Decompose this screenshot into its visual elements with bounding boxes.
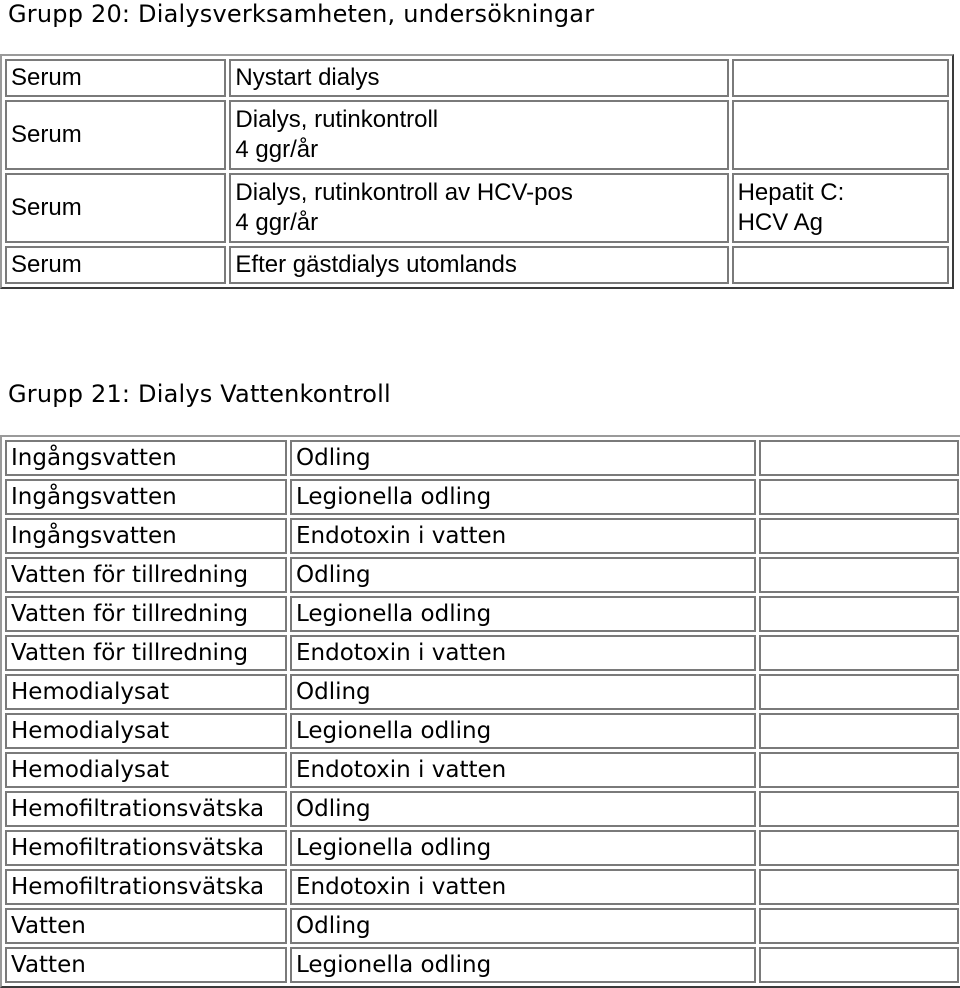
sample-cell: Hemodialysat: [5, 713, 287, 749]
analysis-cell: Endotoxin i vatten: [290, 518, 756, 554]
result-cell: [732, 59, 949, 97]
table-row: [5, 869, 959, 905]
analysis-cell: [229, 100, 728, 170]
table-row: [5, 947, 959, 983]
group-20-title: Grupp 20: Dialysverksamheten, undersökningar: [8, 0, 595, 28]
sample-cell: Vatten för tillredning: [5, 635, 287, 671]
result-cell: [759, 635, 959, 671]
result-cell: [759, 830, 959, 866]
analysis-line: Efter gästdialys utomlands: [235, 251, 517, 278]
table-row: [5, 752, 959, 788]
result-cell: [759, 596, 959, 632]
sample-cell: Vatten för tillredning: [5, 596, 287, 632]
analysis-line: Dialys, rutinkontroll: [235, 106, 439, 133]
analysis-line: 4 ggr/år: [235, 209, 319, 236]
sample-cell: Hemofiltrationsvätska: [5, 791, 287, 827]
sample-cell: Serum: [5, 59, 226, 97]
sample-cell: Hemofiltrationsvätska: [5, 869, 287, 905]
table-row: [5, 791, 959, 827]
analysis-cell: Odling: [290, 674, 756, 710]
result-cell: [759, 479, 959, 515]
table-row: [5, 908, 959, 944]
table-row: [5, 518, 959, 554]
table-row: [5, 59, 949, 97]
result-cell: [759, 557, 959, 593]
analysis-line: 4 ggr/år: [235, 136, 319, 163]
analysis-cell: Endotoxin i vatten: [290, 635, 756, 671]
table-row: [5, 830, 959, 866]
table-row: [5, 674, 959, 710]
analysis-cell: Odling: [290, 557, 756, 593]
analysis-cell: Legionella odling: [290, 713, 756, 749]
sample-cell: Serum: [5, 100, 226, 170]
table-row: [5, 635, 959, 671]
result-cell: [759, 518, 959, 554]
table-row: [5, 173, 949, 243]
table-row: [5, 479, 959, 515]
analysis-line: Dialys, rutinkontroll av HCV-pos: [235, 179, 573, 206]
analysis-cell: Endotoxin i vatten: [290, 752, 756, 788]
result-line: HCV Ag: [737, 209, 823, 236]
analysis-line: Nystart dialys: [235, 64, 380, 91]
result-line: Hepatit C:: [737, 179, 845, 206]
table-row: [5, 557, 959, 593]
analysis-cell: [229, 246, 728, 284]
analysis-cell: [229, 173, 728, 243]
result-cell: [759, 674, 959, 710]
result-cell: [759, 713, 959, 749]
group-20-table: [0, 54, 954, 289]
sample-cell: Vatten: [5, 947, 287, 983]
result-cell: [732, 173, 949, 243]
sample-cell: Ingångsvatten: [5, 440, 287, 476]
table-row: [5, 440, 959, 476]
table-row: [5, 100, 949, 170]
table-row: [5, 596, 959, 632]
table-row: [5, 713, 959, 749]
analysis-cell: Legionella odling: [290, 947, 756, 983]
sample-cell: Serum: [5, 246, 226, 284]
analysis-cell: Endotoxin i vatten: [290, 869, 756, 905]
analysis-cell: [229, 59, 728, 97]
analysis-cell: Legionella odling: [290, 596, 756, 632]
sample-cell: Hemodialysat: [5, 674, 287, 710]
result-cell: [759, 947, 959, 983]
sample-cell: Hemofiltrationsvätska: [5, 830, 287, 866]
result-cell: [732, 100, 949, 170]
sample-cell: Vatten: [5, 908, 287, 944]
sample-cell: Serum: [5, 173, 226, 243]
result-cell: [759, 908, 959, 944]
result-cell: [759, 752, 959, 788]
result-cell: [759, 440, 959, 476]
sample-cell: Vatten för tillredning: [5, 557, 287, 593]
group-21-table: [0, 435, 960, 988]
analysis-cell: Legionella odling: [290, 479, 756, 515]
analysis-cell: Legionella odling: [290, 830, 756, 866]
result-cell: [759, 869, 959, 905]
sample-cell: Hemodialysat: [5, 752, 287, 788]
analysis-cell: Odling: [290, 440, 756, 476]
sample-cell: Ingångsvatten: [5, 479, 287, 515]
result-cell: [732, 246, 949, 284]
group-21-title: Grupp 21: Dialys Vattenkontroll: [8, 380, 391, 408]
sample-cell: Ingångsvatten: [5, 518, 287, 554]
analysis-cell: Odling: [290, 908, 756, 944]
result-cell: [759, 791, 959, 827]
analysis-cell: Odling: [290, 791, 756, 827]
table-row: [5, 246, 949, 284]
